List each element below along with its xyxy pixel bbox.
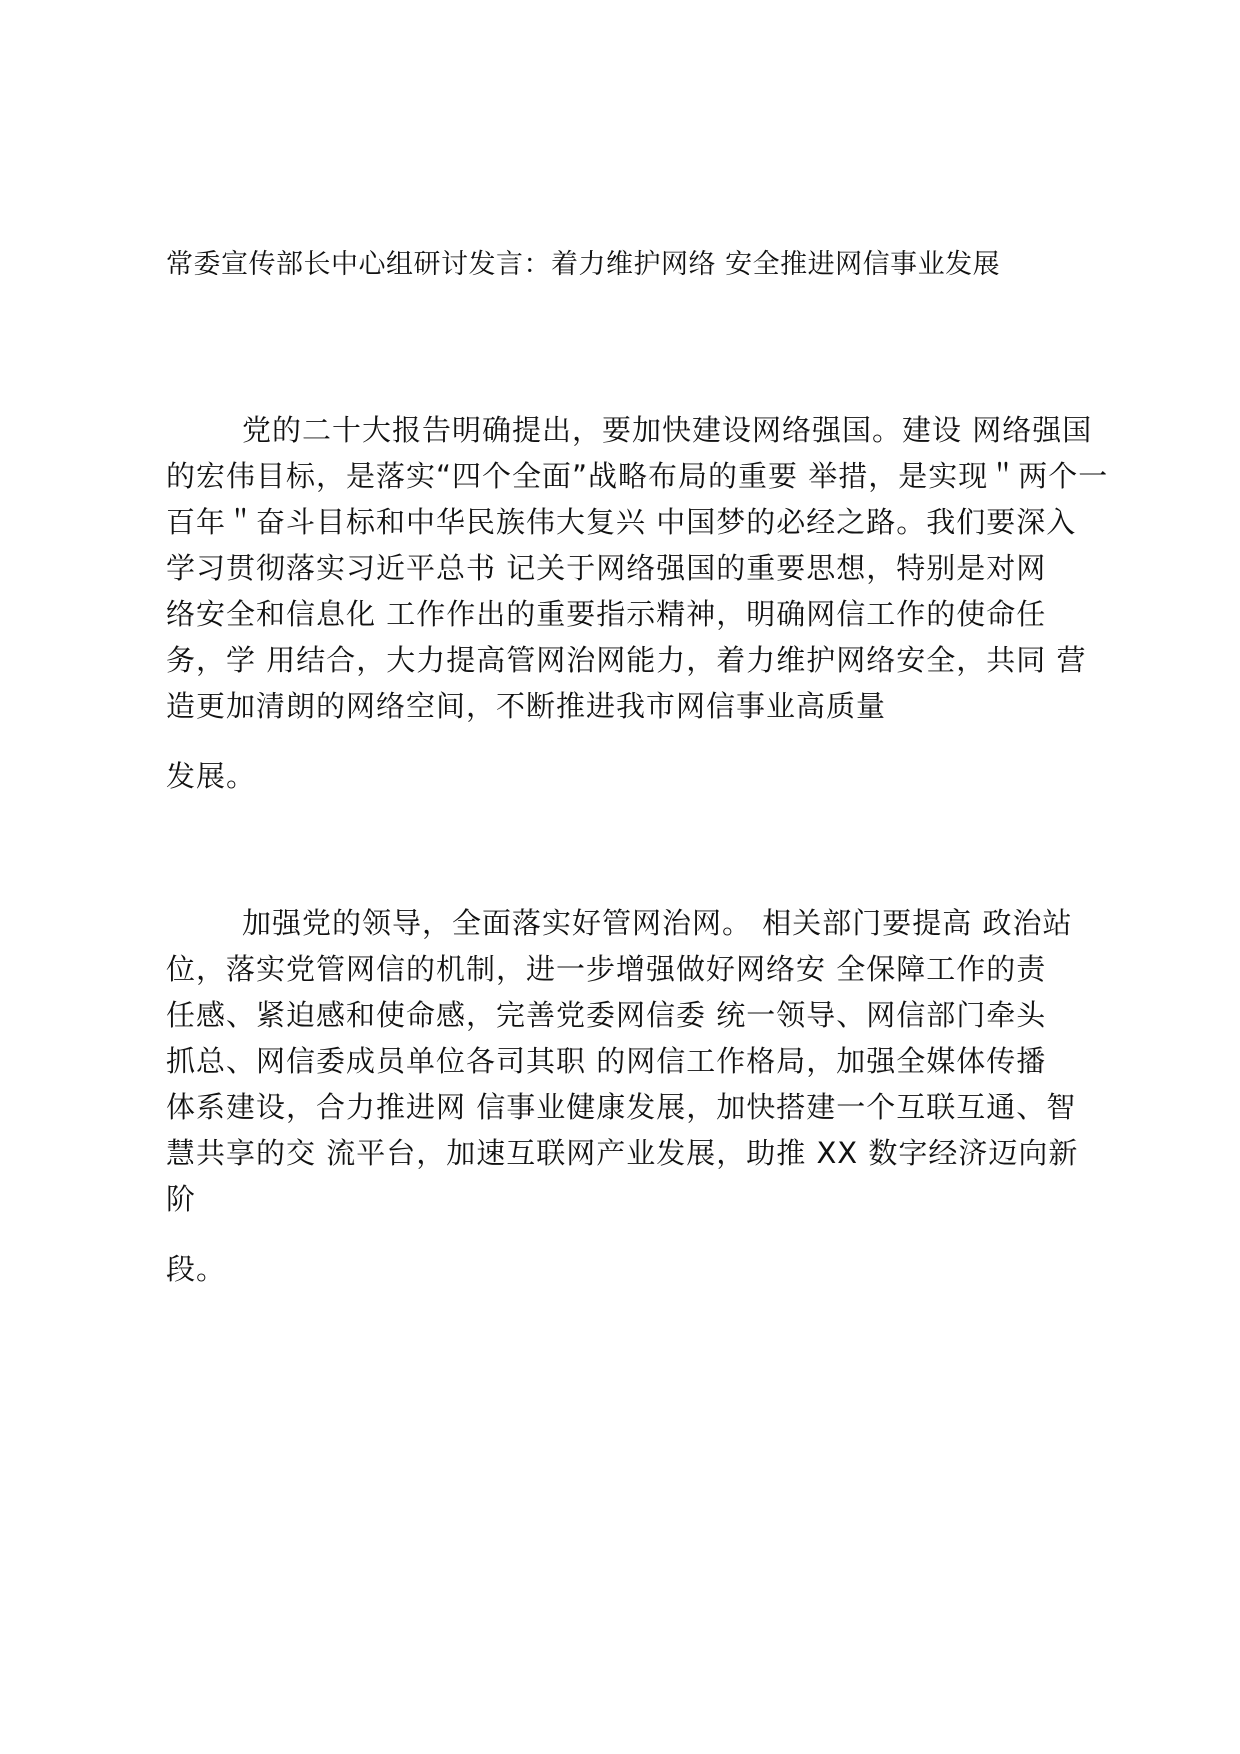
- paragraph-2: [166, 900, 1080, 1292]
- document-title: 常委宣传部长中心组研讨发言：着力维护网络 安全推进网信事业发展: [166, 249, 1001, 280]
- paragraph-line: 阶: [166, 1182, 197, 1216]
- paragraph-line: 任感、紧迫感和使命感，完善党委网信委 统一领导、网信部门牵头: [166, 998, 1047, 1032]
- paragraph-line: 百年＂奋斗目标和中华民族伟大复兴 中国梦的必经之路。我们要深入: [166, 505, 1077, 539]
- paragraph-line: 党的二十大报告明确提出，要加快建设网络强国。建设 网络强国: [242, 413, 1093, 447]
- paragraph-line: 位，落实党管网信的机制，进一步增强做好网络安 全保障工作的责: [166, 952, 1047, 986]
- paragraph-line: 学习贯彻落实习近平总书 记关于网络强国的重要思想，特别是对网: [166, 551, 1047, 585]
- paragraph-line: 务，学 用结合，大力提高管网治网能力，着力维护网络安全，共同 营: [166, 643, 1087, 677]
- paragraph-line: 慧共享的交 流平台，加速互联网产业发展，助推 XX 数字经济迈向新: [166, 1136, 1079, 1170]
- paragraph-tail: 发展。: [166, 759, 257, 793]
- paragraph-1: [166, 407, 1109, 799]
- paragraph-line: 造更加清朗的网络空间，不断推进我市网信事业高质量: [166, 689, 887, 723]
- paragraph-tail: 段。: [166, 1252, 227, 1286]
- paragraph-line: 的宏伟目标，是落实“四个全面”战略布局的重要 举措，是实现＂两个一: [166, 459, 1109, 493]
- paragraph-line: 加强党的领导，全面落实好管网治网。 相关部门要提高 政治站: [242, 906, 1073, 940]
- paragraph-line: 络安全和信息化 工作作出的重要指示精神，明确网信工作的使命任: [166, 597, 1047, 631]
- paragraph-line: 体系建设，合力推进网 信事业健康发展，加快搭建一个互联互通、智: [166, 1090, 1077, 1124]
- paragraph-line: 抓总、网信委成员单位各司其职 的网信工作格局，加强全媒体传播: [166, 1044, 1047, 1078]
